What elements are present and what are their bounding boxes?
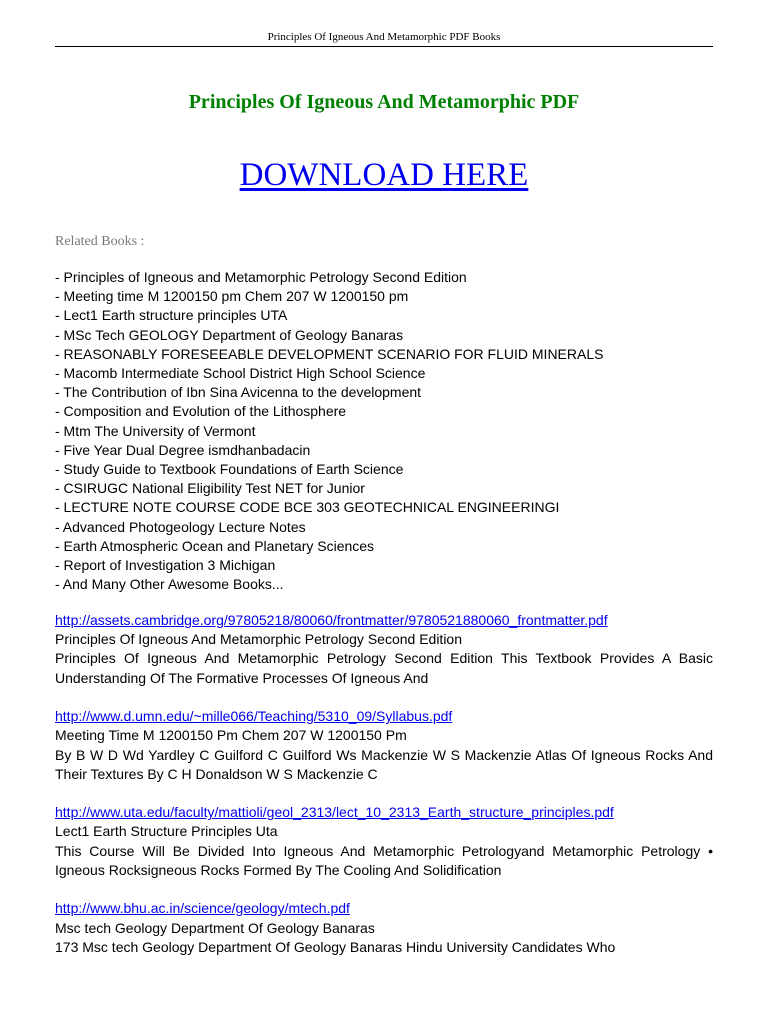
related-book-item: - Macomb Intermediate School District High School Science [55,365,426,382]
related-book-item: - Lect1 Earth structure principles UTA [55,307,288,324]
book-entry [55,899,713,957]
download-link[interactable]: DOWNLOAD HERE [239,157,529,193]
related-book-item: - The Contribution of Ibn Sina Avicenna to the development [55,384,422,401]
related-book-item: - Study Guide to Textbook Foundations of Earth Science [55,461,404,478]
entry-title: Msc tech Geology Department Of Geology Banaras [55,919,375,936]
related-book-item: - Earth Atmospheric Ocean and Planetary Sciences [55,537,375,554]
related-book-item: - Mtm The University of Vermont [55,422,256,439]
entry-title: Lect1 Earth Structure Principles Uta [55,823,278,840]
book-entry [55,707,713,784]
header-divider [55,46,713,47]
related-book-item: - Composition and Evolution of the Lithosphere [55,403,347,420]
related-book-item: - MSc Tech GEOLOGY Department of Geology Banaras [55,326,404,343]
entry-description: Principles Of Igneous And Metamorphic Petrology Second Edition This Textbook Provides A Basic Understanding Of The Formative Processes Of Igneous And [55,650,713,686]
related-books-list [55,268,603,594]
entry-description: 173 Msc tech Geology Department Of Geology Banaras Hindu University Candidates Who [55,938,616,955]
book-entry [55,803,713,880]
related-book-item: - REASONABLY FORESEEABLE DEVELOPMENT SCENARIO FOR FLUID MINERALS [55,345,604,362]
page-title: Principles Of Igneous And Metamorphic PDF [188,91,580,113]
related-book-item: - And Many Other Awesome Books... [55,576,284,593]
entry-title: Principles Of Igneous And Metamorphic Petrology Second Edition [55,631,463,648]
entry-url-link[interactable]: http://www.uta.edu/faculty/mattioli/geol_2313/lect_10_2313_Earth_structure_principles.pdf [55,804,614,821]
related-book-item: - Five Year Dual Degree ismdhanbadacin [55,441,311,458]
entry-url-link[interactable]: http://www.d.umn.edu/~mille066/Teaching/5310_09/Syllabus.pdf [55,708,453,725]
related-books-label: Related Books : [55,234,145,249]
related-book-item: - Meeting time M 1200150 pm Chem 207 W 1200150 pm [55,288,409,305]
related-book-item: - LECTURE NOTE COURSE CODE BCE 303 GEOTECHNICAL ENGINEERINGI [55,499,560,516]
related-book-item: - Principles of Igneous and Metamorphic Petrology Second Edition [55,269,467,285]
entry-description: This Course Will Be Divided Into Igneous And Metamorphic Petrologyand Metamorphic Petrology • Igneous Rocksigneous Rocks Formed By The Cooling And Solidification [55,842,713,878]
running-header: Principles Of Igneous And Metamorphic PDF Books [267,31,501,43]
book-entries [55,611,713,976]
entry-url-link[interactable]: http://assets.cambridge.org/97805218/80060/frontmatter/9780521880060_frontmatter.pdf [55,612,608,628]
entry-title: Meeting Time M 1200150 Pm Chem 207 W 1200150 Pm [55,727,407,744]
entry-description: By B W D Wd Yardley C Guilford C Guilford Ws Mackenzie W S Mackenzie Atlas Of Igneous Rocks And Their Textures By C H Donaldson W S Mackenzie C [55,746,713,782]
related-book-item: - CSIRUGC National Eligibility Test NET for Junior [55,480,365,497]
entry-url-link[interactable]: http://www.bhu.ac.in/science/geology/mtech.pdf [55,900,350,917]
related-book-item: - Report of Investigation 3 Michigan [55,557,276,574]
related-book-item: - Advanced Photogeology Lecture Notes [55,518,306,535]
book-entry [55,611,713,688]
